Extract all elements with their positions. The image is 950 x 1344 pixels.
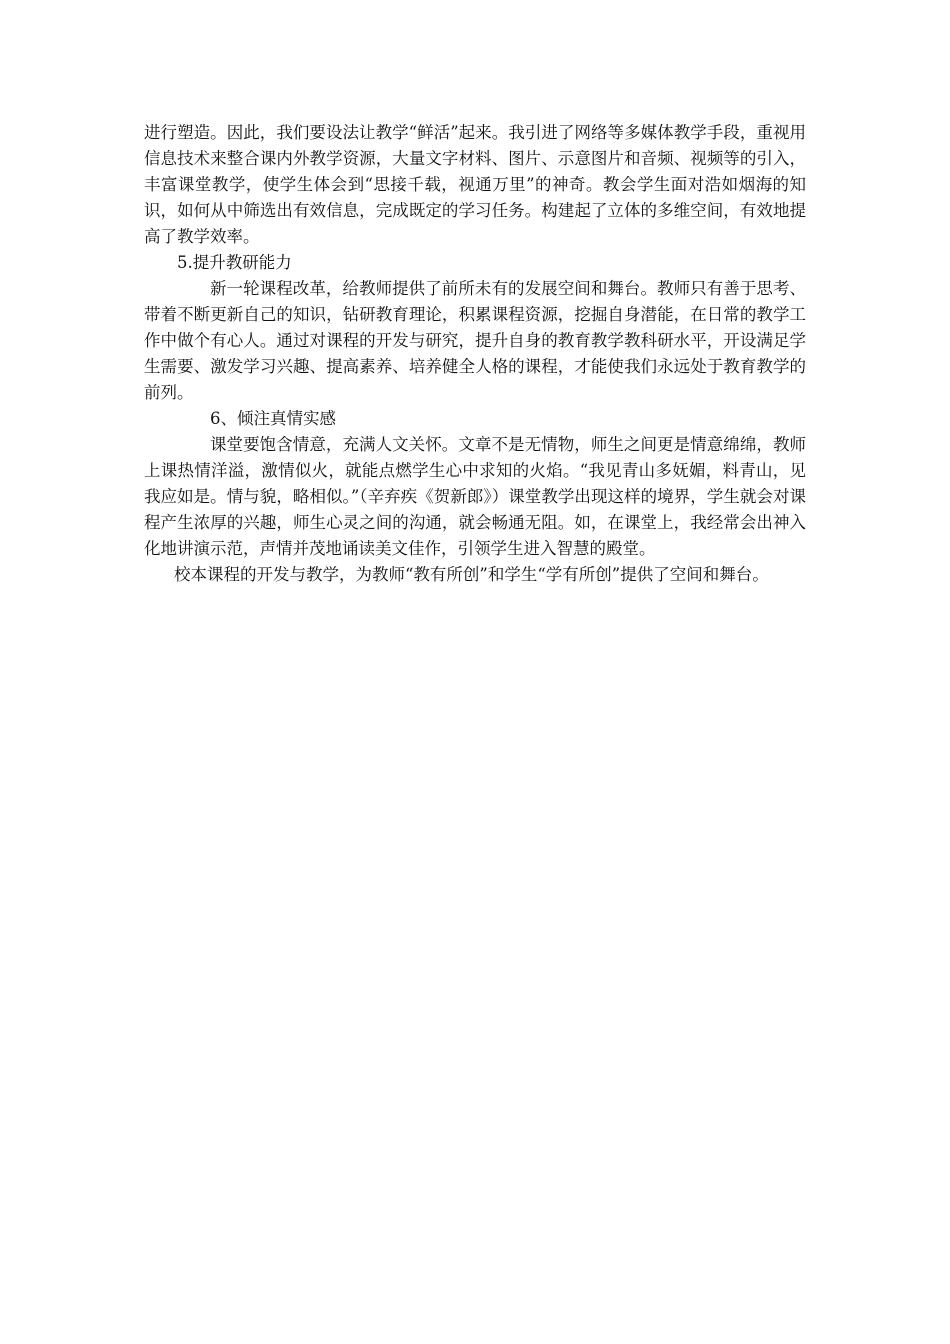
section-heading-genuine-emotion: 6、倾注真情实感 bbox=[210, 409, 336, 428]
document-body bbox=[144, 120, 806, 588]
section-heading-research-ability: 5.提升教研能力 bbox=[177, 253, 292, 272]
paragraph-conclusion: 校本课程的开发与教学，为教师“教有所创”和学生“学有所创”提供了空间和舞台。 bbox=[174, 565, 769, 584]
paragraph-classroom-emotion: 课堂要饱含情意，充满人文关怀。文章不是无情物，师生之间更是情意绵绵，教师上课热情洋溢，激情似火，就能点燃学生心中求知的火焰。“我见青山多妩媚，料青山，见我应如是。情与貌，略相似。”（辛弃疾《贺新郎》）课堂教学出现这样的境界，学生就会对课程产生浓厚的兴趣，师生心灵之间的沟通，就会畅通无阻。如，在课堂上，我经常会出神入化地讲演示范，声情并茂地诵读美文佳作，引领学生进入智慧的殿堂。 bbox=[144, 435, 806, 558]
paragraph-media-teaching: 进行塑造。因此，我们要设法让教学“鲜活”起来。我引进了网络等多媒体教学手段，重视用信息技术来整合课内外教学资源，大量文字材料、图片、示意图片和音频、视频等的引入，丰富课堂教学，使学生体会到“思接千载，视通万里”的神奇。教会学生面对浩如烟海的知识，如何从中筛选出有效信息，完成既定的学习任务。构建起了立体的多维空间，有效地提高了教学效率。 bbox=[144, 123, 806, 246]
paragraph-curriculum-reform: 新一轮课程改革，给教师提供了前所未有的发展空间和舞台。教师只有善于思考、带着不断更新自己的知识，钻研教育理论，积累课程资源，挖掘自身潜能，在日常的教学工作中做个有心人。通过对课程的开发与研究，提升自身的教育教学教科研水平，开设满足学生需要、激发学习兴趣、提高素养、培养健全人格的课程，才能使我们永远处于教育教学的前列。 bbox=[144, 279, 806, 402]
